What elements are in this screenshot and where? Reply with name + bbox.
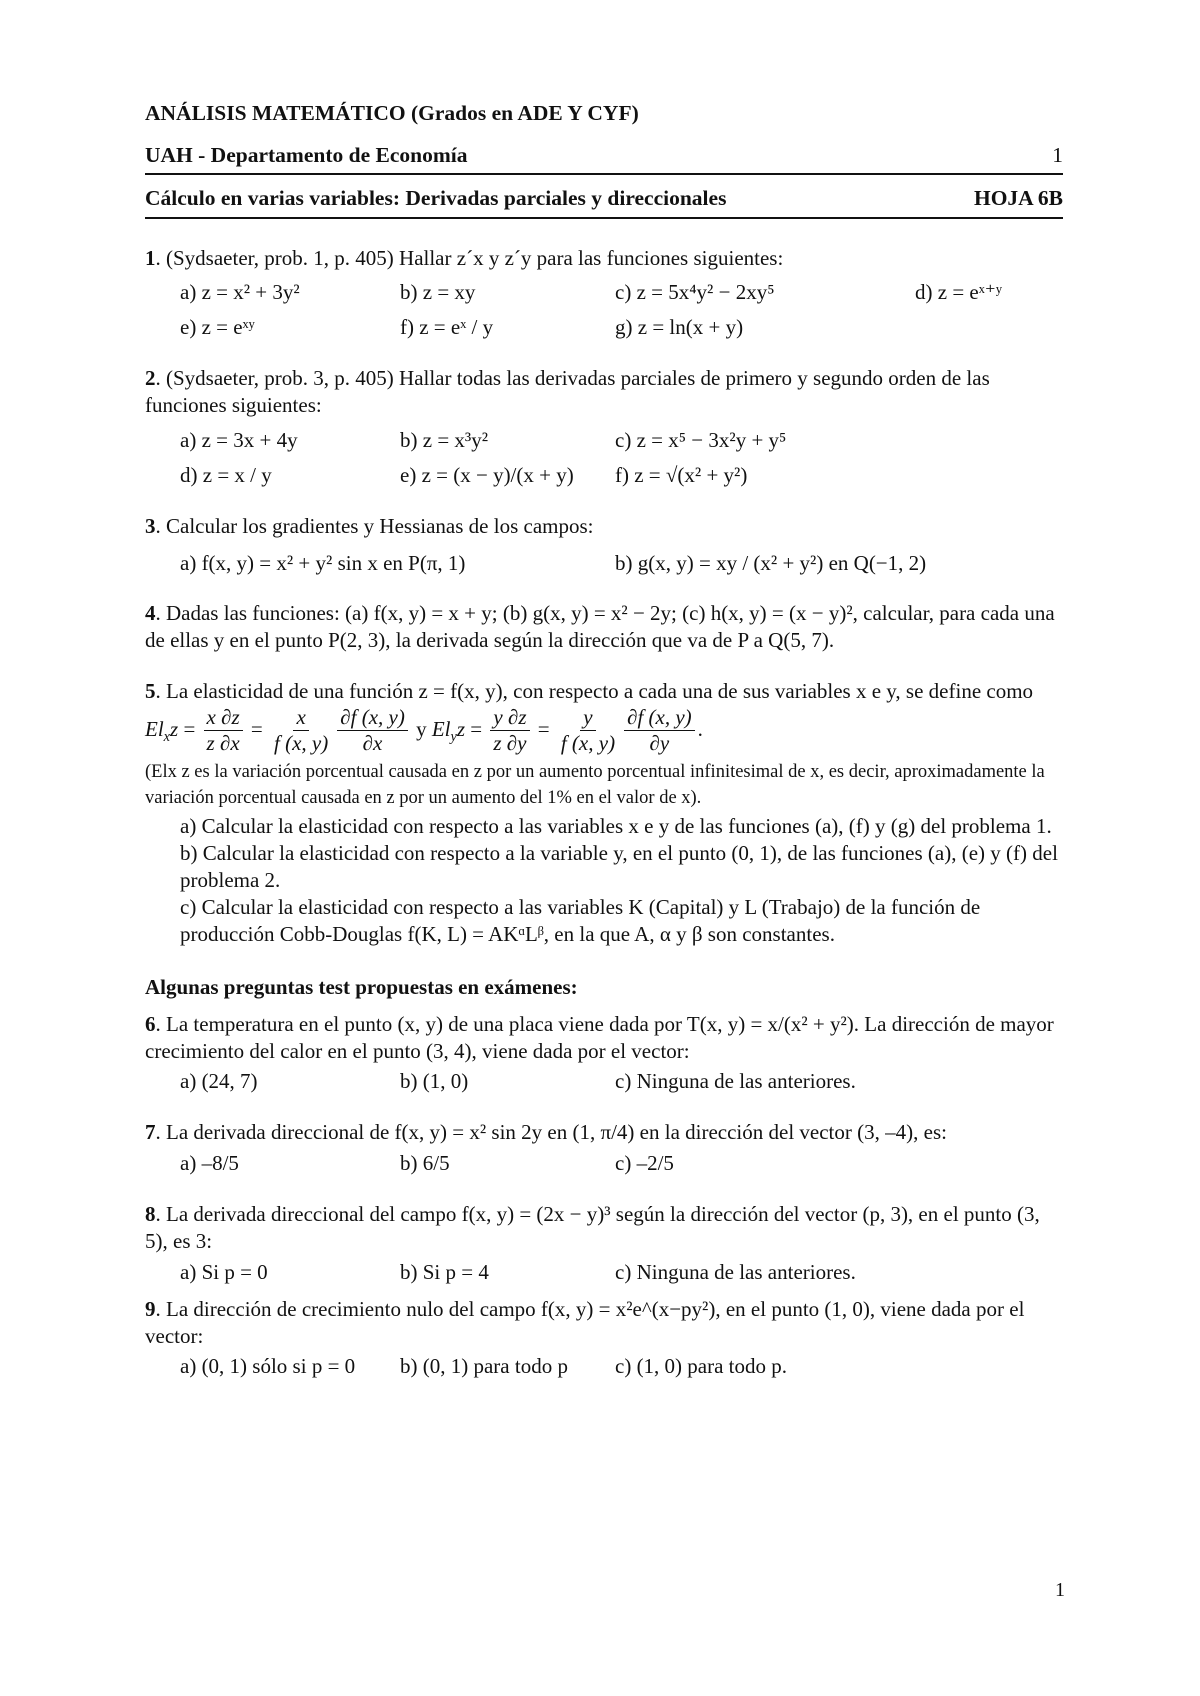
topic-title: Cálculo en varias variables: Derivadas parciales y direccionales	[145, 186, 727, 211]
p1-item-e: e) z = eˣʸ	[180, 315, 255, 340]
problem-8	[145, 1201, 1063, 1286]
problem-6	[145, 1011, 1063, 1096]
problem-1	[145, 245, 1063, 342]
problem-8-statement: 8. La derivada direccional del campo f(x, y) = (2x − y)³ según la dirección del vector (p, 3), en el punto (3, 5), es 3:	[145, 1202, 1040, 1253]
p8-option-a: a) Si p = 0	[180, 1259, 268, 1284]
problem-3	[145, 513, 1063, 577]
p2-item-d: d) z = x / y	[180, 462, 272, 487]
p3-item-b: b) g(x, y) = xy / (x² + y²) en Q(−1, 2)	[615, 550, 927, 575]
p1-item-f: f) z = eˣ / y	[400, 315, 494, 340]
problem-5-statement: 5. La elasticidad de una función z = f(x, y), con respecto a cada una de sus variables x e y, se define como $El_xz$ = $\frac{x \partial z}{z \partial x}$ = $\frac{x}{f (x, y)}$ $\frac{\partial f (x, y)}{\partial x}$ y $El_yz$ = $\frac{y \partial z}{z \partial y}$ = $\frac{y}{f (x, y)}$ $\frac{\partial f (x, y)}{\partial y}$ .	[145, 679, 1034, 756]
p2-item-b: b) z = x³y²	[400, 427, 488, 452]
department-line	[145, 142, 1063, 176]
problem-2	[145, 365, 1063, 489]
header-page-number: 1	[1052, 142, 1063, 167]
p2-item-c: c) z = x⁵ − 3x²y + y⁵	[615, 427, 787, 452]
p1-item-d: d) z = eˣ⁺ʸ	[915, 280, 1003, 305]
problem-4	[145, 600, 1063, 654]
p7-option-b: b) 6/5	[400, 1151, 450, 1176]
p1-item-c: c) z = 5x⁴y² − 2xy⁵	[615, 280, 775, 305]
p6-option-c: c) Ninguna de las anteriores.	[615, 1069, 856, 1094]
p5-part-c: c) Calcular la elasticidad con respecto a las variables K (Capital) y L (Trabajo) de la función de producción Cobb-Douglas f(K, L) = AKᵅLᵝ, en la que A, α y β son constantes.	[180, 895, 981, 946]
p9-option-b: b) (0, 1) para todo p	[400, 1354, 568, 1379]
document-page	[145, 100, 1063, 1380]
p5-part-b: b) Calcular la elasticidad con respecto a la variable y, en el punto (0, 1), de las funciones (a), (e) y (f) del problema 2.	[180, 841, 1058, 893]
p7-option-c: c) –2/5	[615, 1151, 674, 1176]
p2-item-f: f) z = √(x² + y²)	[615, 462, 748, 487]
topic-line	[145, 185, 1063, 219]
p2-item-e: e) z = (x − y)/(x + y)	[400, 462, 574, 487]
footer-page-number: 1	[1055, 1579, 1065, 1602]
test-section-heading: Algunas preguntas test propuestas en exámenes:	[145, 974, 578, 999]
elasticity-note: (Elx z es la variación porcentual causada en z por un aumento porcentual infinitesimal de x, es decir, aproximadamente la variación porcentual causada en z por un aumento del 1% en el valor de x).	[145, 762, 1045, 808]
p7-option-a: a) –8/5	[180, 1151, 239, 1176]
problem-9	[145, 1296, 1063, 1381]
sheet-label: HOJA 6B	[973, 186, 1063, 211]
p6-option-b: b) (1, 0)	[400, 1069, 469, 1094]
p1-item-b: b) z = xy	[400, 280, 476, 305]
problem-5	[145, 678, 1063, 948]
problem-9-statement: 9. La dirección de crecimiento nulo del campo f(x, y) = x²e^(x−py²), en el punto (1, 0), viene dada por el vector:	[145, 1296, 1025, 1348]
p9-option-c: c) (1, 0) para todo p.	[615, 1354, 788, 1379]
p1-item-a: a) z = x² + 3y²	[180, 280, 300, 305]
p3-item-a: a) f(x, y) = x² + y² sin x en P(π, 1)	[180, 550, 466, 575]
p9-option-a: a) (0, 1) sólo si p = 0	[180, 1354, 356, 1379]
problem-3-statement: 3. Calcular los gradientes y Hessianas de los campos:	[145, 513, 594, 538]
p5-part-a: a) Calcular la elasticidad con respecto a las variables x e y de las funciones (a), (f) y (g) del problema 1.	[180, 814, 1052, 839]
p8-option-c: c) Ninguna de las anteriores.	[615, 1259, 856, 1284]
problem-4-statement: 4. Dadas las funciones: (a) f(x, y) = x + y; (b) g(x, y) = x² − 2y; (c) h(x, y) = (x − y)², calcular, para cada una de ellas y en el punto P(2, 3), la derivada según la dirección que va de P a Q(5, 7).	[145, 601, 1055, 653]
p2-item-a: a) z = 3x + 4y	[180, 427, 298, 452]
problem-2-statement: 2. (Sydsaeter, prob. 3, p. 405) Hallar todas las derivadas parciales de primero y segundo orden de las funciones siguientes:	[145, 366, 990, 418]
problem-7	[145, 1119, 1063, 1177]
course-title: ANÁLISIS MATEMÁTICO (Grados en ADE Y CYF)	[145, 101, 639, 125]
department: UAH - Departamento de Economía	[145, 142, 468, 167]
problem-6-statement: 6. La temperatura en el punto (x, y) de una placa viene dada por T(x, y) = x/(x² + y²). La dirección de mayor crecimiento del calor en el punto (3, 4), viene dada por el vector:	[145, 1011, 1054, 1063]
problem-1-statement: 1. (Sydsaeter, prob. 1, p. 405) Hallar z´x y z´y para las funciones siguientes:	[145, 245, 784, 270]
problem-7-statement: 7. La derivada direccional de f(x, y) = x² sin 2y en (1, π/4) en la dirección del vector (3, –4), es:	[145, 1120, 947, 1145]
p6-option-a: a) (24, 7)	[180, 1069, 258, 1094]
p1-item-g: g) z = ln(x + y)	[615, 315, 744, 340]
p8-option-b: b) Si p = 4	[400, 1259, 489, 1284]
elasticity-formula: $El_xz$ = $\frac{x \partial z}{z \partial x}$ = $\frac{x}{f (x, y)}$ $\frac{\partial f (x, y)}{\partial x}$ y $El_yz$ = $\frac{y \partial z}{z \partial y}$ = $\frac{y}{f (x, y)}$ $\frac{\partial f (x, y)}{\partial y}$ .	[145, 705, 703, 756]
